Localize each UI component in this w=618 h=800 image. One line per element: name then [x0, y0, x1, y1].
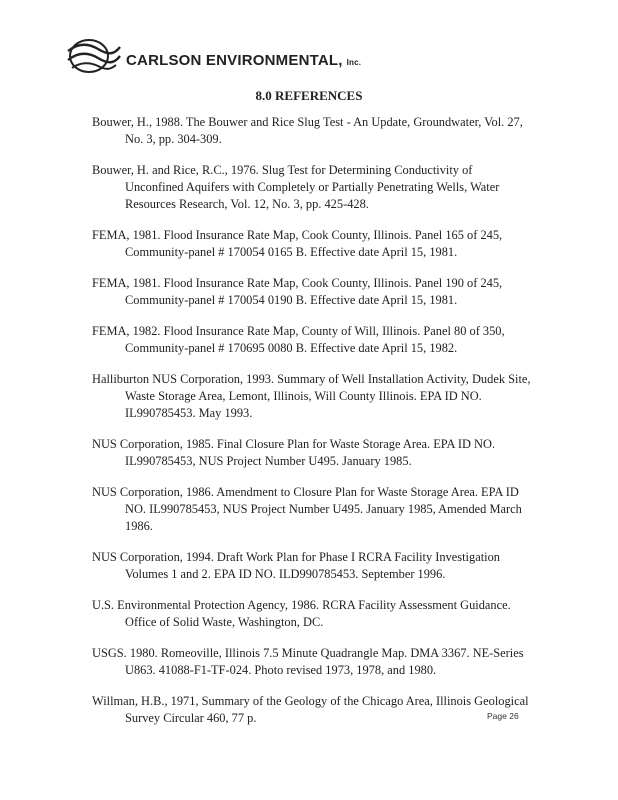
reference-item: Halliburton NUS Corporation, 1993. Summary of Well Installation Activity, Dudek Site, Waste Storage Area, Lemont, Illinois, Will County Illinois. EPA ID NO. IL990785453. May 1993.: [92, 372, 531, 420]
reference-list: [92, 114, 532, 741]
page-number: Page 26: [487, 711, 519, 721]
reference-item: FEMA, 1982. Flood Insurance Rate Map, County of Will, Illinois. Panel 80 of 350, Community-panel # 170695 0080 B. Effective date April 15, 1982.: [92, 324, 505, 355]
reference-item: Bouwer, H. and Rice, R.C., 1976. Slug Test for Determining Conductivity of Unconfined Aquifers with Completely or Partially Penetrating Wells, Water Resources Research, Vol. 12, No. 3, pp. 425-428.: [92, 163, 500, 211]
company-suffix: Inc.: [346, 58, 362, 67]
reference-item: Bouwer, H., 1988. The Bouwer and Rice Slug Test - An Update, Groundwater, Vol. 27, No. 3, pp. 304-309.: [92, 115, 523, 146]
company-name-text: CARLSON ENVIRONMENTAL,: [126, 52, 343, 69]
reference-item: NUS Corporation, 1986. Amendment to Closure Plan for Waste Storage Area. EPA ID NO. IL990785453, NUS Project Number U495. January 1985, Amended March 1986.: [92, 485, 522, 533]
reference-item: Willman, H.B., 1971, Summary of the Geology of the Chicago Area, Illinois Geological Survey Circular 460, 77 p.: [92, 694, 529, 725]
company-logo-icon: [64, 34, 122, 78]
reference-item: NUS Corporation, 1985. Final Closure Plan for Waste Storage Area. EPA ID NO. IL990785453, NUS Project Number U495. January 1985.: [92, 437, 496, 468]
reference-item: U.S. Environmental Protection Agency, 1986. RCRA Facility Assessment Guidance. Office of Solid Waste, Washington, DC.: [92, 598, 511, 629]
reference-item: FEMA, 1981. Flood Insurance Rate Map, Cook County, Illinois. Panel 190 of 245, Community-panel # 170054 0190 B. Effective date April 15, 1981.: [92, 276, 503, 307]
reference-item: NUS Corporation, 1994. Draft Work Plan for Phase I RCRA Facility Investigation Volumes 1 and 2. EPA ID NO. ILD990785453. September 1996.: [92, 550, 500, 581]
reference-item: FEMA, 1981. Flood Insurance Rate Map, Cook County, Illinois. Panel 165 of 245, Community-panel # 170054 0165 B. Effective date April 15, 1981.: [92, 228, 503, 259]
reference-item: USGS. 1980. Romeoville, Illinois 7.5 Minute Quadrangle Map. DMA 3367. NE-Series U863. 41088-F1-TF-024. Photo revised 1973, 1978, and 1980.: [92, 646, 524, 677]
section-title: 8.0 REFERENCES: [255, 88, 363, 103]
company-name: [126, 52, 361, 69]
